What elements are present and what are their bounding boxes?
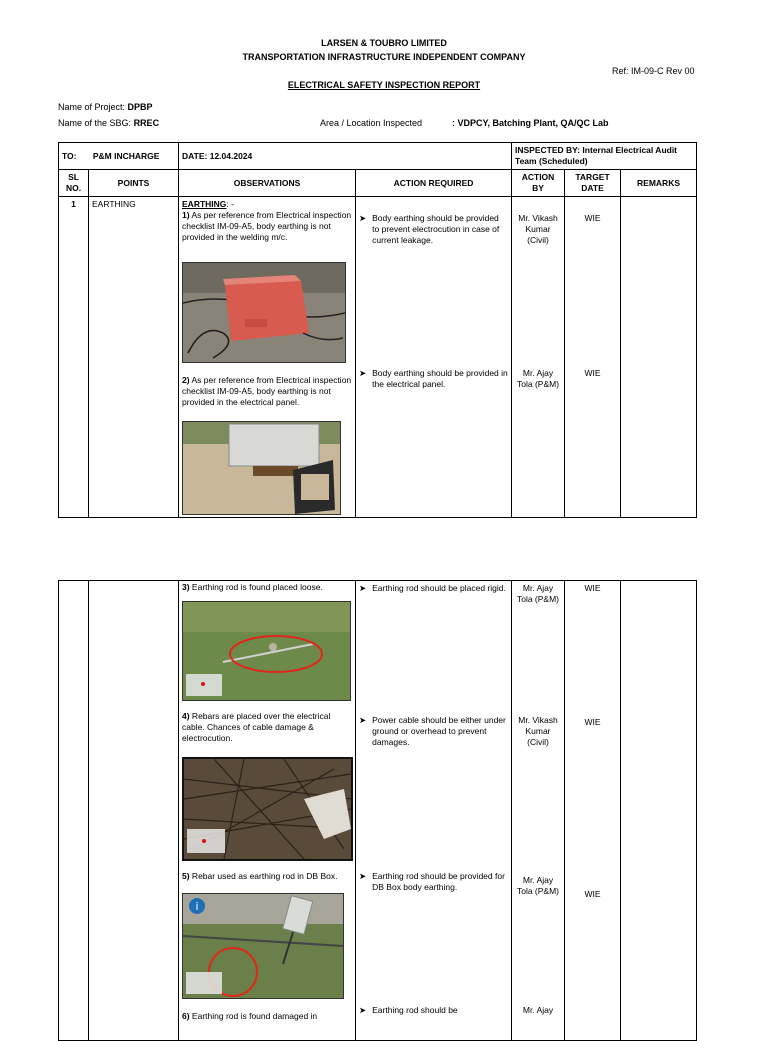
point-name: EARTHING xyxy=(89,197,179,518)
action-by-3: Mr. Ajay Tola (P&M) xyxy=(516,583,560,605)
col-action-header: ACTION REQUIRED xyxy=(356,170,512,197)
project-name: Name of Project: DPBP xyxy=(58,102,153,112)
electrical-panel-photo xyxy=(182,421,341,515)
action-by-1: Mr. Vikash Kumar (Civil) xyxy=(518,213,558,246)
inspected-by-cell: INSPECTED BY: Internal Electrical Audit Team (Scheduled) xyxy=(512,143,697,170)
sl-number-continued xyxy=(59,581,89,1041)
date-cell: DATE: 12.04.2024 xyxy=(179,143,512,170)
target-date-5: WIE xyxy=(584,889,601,899)
action-4: ➤ Power cable should be either under ground or overhead to prevent damages. xyxy=(359,715,508,871)
report-title: ELECTRICAL SAFETY INSPECTION REPORT xyxy=(287,80,481,90)
action-6: ➤ Earthing rod should be xyxy=(359,1005,458,1015)
loose-earthing-rod-photo xyxy=(182,601,351,701)
svg-text:i: i xyxy=(195,900,199,913)
target-date-4: WIE xyxy=(584,717,601,727)
actions-cell xyxy=(356,197,512,518)
to-cell: TO: P&M INCHARGE xyxy=(59,143,179,170)
col-action-by-header: ACTION BY xyxy=(512,170,565,197)
arrow-bullet-icon: ➤ xyxy=(359,715,367,725)
observation-6: 6) Earthing rod is found damaged in xyxy=(182,1011,318,1021)
col-sl-header: SL NO. xyxy=(59,170,89,197)
inspection-table-page2 xyxy=(58,580,697,1041)
observation-5: 5) Rebar used as earthing rod in DB Box. xyxy=(182,871,338,881)
remarks-cell xyxy=(621,197,697,518)
observation-3: 3) Earthing rod is found placed loose. xyxy=(182,582,323,592)
db-box-rebar-photo xyxy=(182,893,344,999)
earthing-heading: EARTHING: - xyxy=(182,199,234,210)
action-1: ➤ Body earthing should be provided to prevent electrocution in case of current leakage. xyxy=(359,213,508,368)
col-points-header: POINTS xyxy=(89,170,179,197)
company-division: TRANSPORTATION INFRASTRUCTURE INDEPENDENT COMPANY xyxy=(242,52,526,62)
action-by-6: Mr. Ajay xyxy=(522,1005,554,1015)
action-by-4: Mr. Vikash Kumar (Civil) xyxy=(518,715,558,748)
action-by-cell xyxy=(512,197,565,518)
arrow-bullet-icon: ➤ xyxy=(359,583,367,593)
observation-1: 1) As per reference from Electrical inspection checklist IM-09-A5, body earthing is not provided in the welding m/c. xyxy=(182,210,352,243)
actions-cell-continued xyxy=(356,581,512,1041)
action-5: ➤ Earthing rod should be provided for DB Box body earthing. xyxy=(359,871,508,995)
target-date-1: WIE xyxy=(584,213,601,224)
sbg-name: Name of the SBG: RREC xyxy=(58,118,160,128)
col-target-header: TARGET DATE xyxy=(565,170,621,197)
action-by-2: Mr. Ajay Tola (P&M) xyxy=(516,368,560,390)
area-value: : VDPCY, Batching Plant, QA/QC Lab xyxy=(452,118,609,128)
arrow-bullet-icon: ➤ xyxy=(359,368,367,379)
rebars-over-cable-photo xyxy=(182,757,353,861)
target-date-3: WIE xyxy=(584,583,601,593)
sl-number: 1 xyxy=(59,197,89,518)
arrow-bullet-icon: ➤ xyxy=(359,1005,367,1015)
action-3: ➤ Earthing rod should be placed rigid. xyxy=(359,583,508,715)
observations-cell xyxy=(179,197,356,518)
arrow-bullet-icon: ➤ xyxy=(359,871,367,881)
company-name: LARSEN & TOUBRO LIMITED xyxy=(321,38,447,48)
observation-2: 2) As per reference from Electrical inspection checklist IM-09-A5, body earthing is not provided in the electrical panel. xyxy=(182,375,352,408)
observations-cell-continued xyxy=(179,581,356,1041)
col-observations-header: OBSERVATIONS xyxy=(179,170,356,197)
point-name-continued xyxy=(89,581,179,1041)
action-2: ➤ Body earthing should be provided in the electrical panel. xyxy=(359,368,508,390)
area-label: Area / Location Inspected xyxy=(320,118,423,128)
action-by-5: Mr. Ajay Tola (P&M) xyxy=(516,875,560,897)
target-date-cell-continued xyxy=(565,581,621,1041)
observation-4: 4) Rebars are placed over the electrical cable. Chances of cable damage & electrocution. xyxy=(182,711,331,744)
action-by-cell-continued xyxy=(512,581,565,1041)
document-ref: Ref: IM-09-C Rev 00 xyxy=(612,66,695,76)
welding-machine-photo xyxy=(182,262,346,363)
arrow-bullet-icon: ➤ xyxy=(359,213,367,224)
inspection-table-page1 xyxy=(58,142,697,518)
target-date-2: WIE xyxy=(584,368,601,379)
target-date-cell xyxy=(565,197,621,518)
col-remarks-header: REMARKS xyxy=(621,170,697,197)
remarks-cell-continued xyxy=(621,581,697,1041)
